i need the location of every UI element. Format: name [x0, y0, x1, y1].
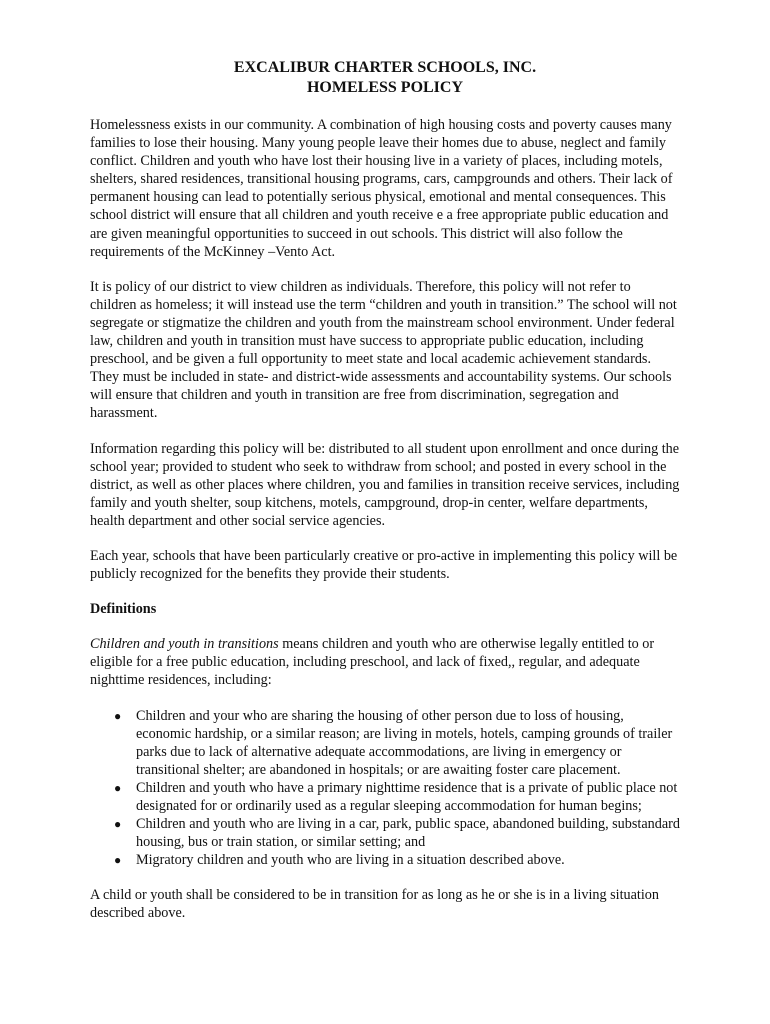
organization-name: EXCALIBUR CHARTER SCHOOLS, INC. — [233, 59, 537, 76]
bullet-icon: ● — [114, 817, 122, 832]
intro-paragraph: Homelessness exists in our community. A combination of high housing costs and poverty causes many families to lose their housing. Many young people leave their homes due to abuse, neglect and family conflict. Children and youth who have lost their housing live in a variety of places, including motels, shelters, shared residences, transitional housing programs, cars, campgrounds and others. Their lack of permanent housing can lead to potentially serious physical, emotional and mental consequences. This school district will ensure that all children and youth receive e a free appropriate public education and are given meaningful opportunities to succeed in out schools. This district will also follow the requirements of the McKinney –Vento Act. — [90, 117, 673, 260]
policy-title: HOMELESS POLICY — [306, 79, 464, 96]
list-item-text: Migratory children and youth who are living in a situation described above. — [136, 852, 565, 869]
definition-list — [90, 707, 680, 870]
document-page — [90, 58, 680, 940]
list-item-text: Children and youth who have a primary nighttime residence that is a private of public place not designated for or ordinarily used as a regular sleeping accommodation for human begins; — [136, 779, 678, 814]
document-title — [90, 58, 680, 98]
definition-term: Children and youth in transitions — [90, 636, 279, 653]
list-item — [114, 707, 680, 779]
definitions-heading: Definitions — [90, 601, 157, 618]
definition-paragraph — [90, 635, 680, 689]
information-paragraph: Information regarding this policy will be: distributed to all student upon enrollment and once during the school year; provided to student who seek to withdraw from school; and posted in every school in the district, as well as other places where children, you and families in transition receive services, including family and youth shelter, soup kitchens, motels, campground, drop-in center, welfare departments, health department and other social service agencies. — [90, 440, 680, 529]
recognition-paragraph: Each year, schools that have been particularly creative or pro-active in implementing this policy will be publicly recognized for the benefits they provide their students. — [90, 547, 678, 583]
closing-paragraph: A child or youth shall be considered to be in transition for as long as he or she is in a living situation described above. — [90, 887, 659, 922]
policy-paragraph: It is policy of our district to view children as individuals. Therefore, this policy will not refer to children as homeless; it will instead use the term “children and youth in transition.” The school will not segregate or stigmatize the children and youth from the mainstream school environment. Under federal law, children and youth in transition must have success to appropriate public education, including preschool, and be given a full opportunity to meet state and local academic achievement standards. They must be included in state- and district-wide assessments and accountability systems. Our schools will ensure that children and youth in transition are free from discrimination, segregation and harassment. — [90, 278, 677, 422]
bullet-icon: ● — [114, 853, 122, 868]
bullet-icon: ● — [114, 708, 122, 723]
list-item-text: Children and your who are sharing the housing of other person due to loss of housing, economic hardship, or a similar reason; are living in motels, hotels, camping grounds of trailer parks due to lack of alternative adequate accommodations, are living in emergency or transitional shelter; are abandoned in hospitals; or are awaiting foster care placement. — [136, 707, 673, 778]
list-item — [114, 851, 680, 869]
list-item-text: Children and youth who are living in a car, park, public space, abandoned building, substandard housing, bus or train station, or similar setting; and — [136, 816, 680, 851]
bullet-icon: ● — [114, 780, 122, 795]
list-item — [114, 815, 680, 851]
list-item — [114, 779, 680, 815]
definition-text: means children and youth who are otherwise legally entitled to or eligible for a free public education, including preschool, and lack of fixed,, regular, and adequate nighttime residences, including: — [90, 636, 655, 689]
